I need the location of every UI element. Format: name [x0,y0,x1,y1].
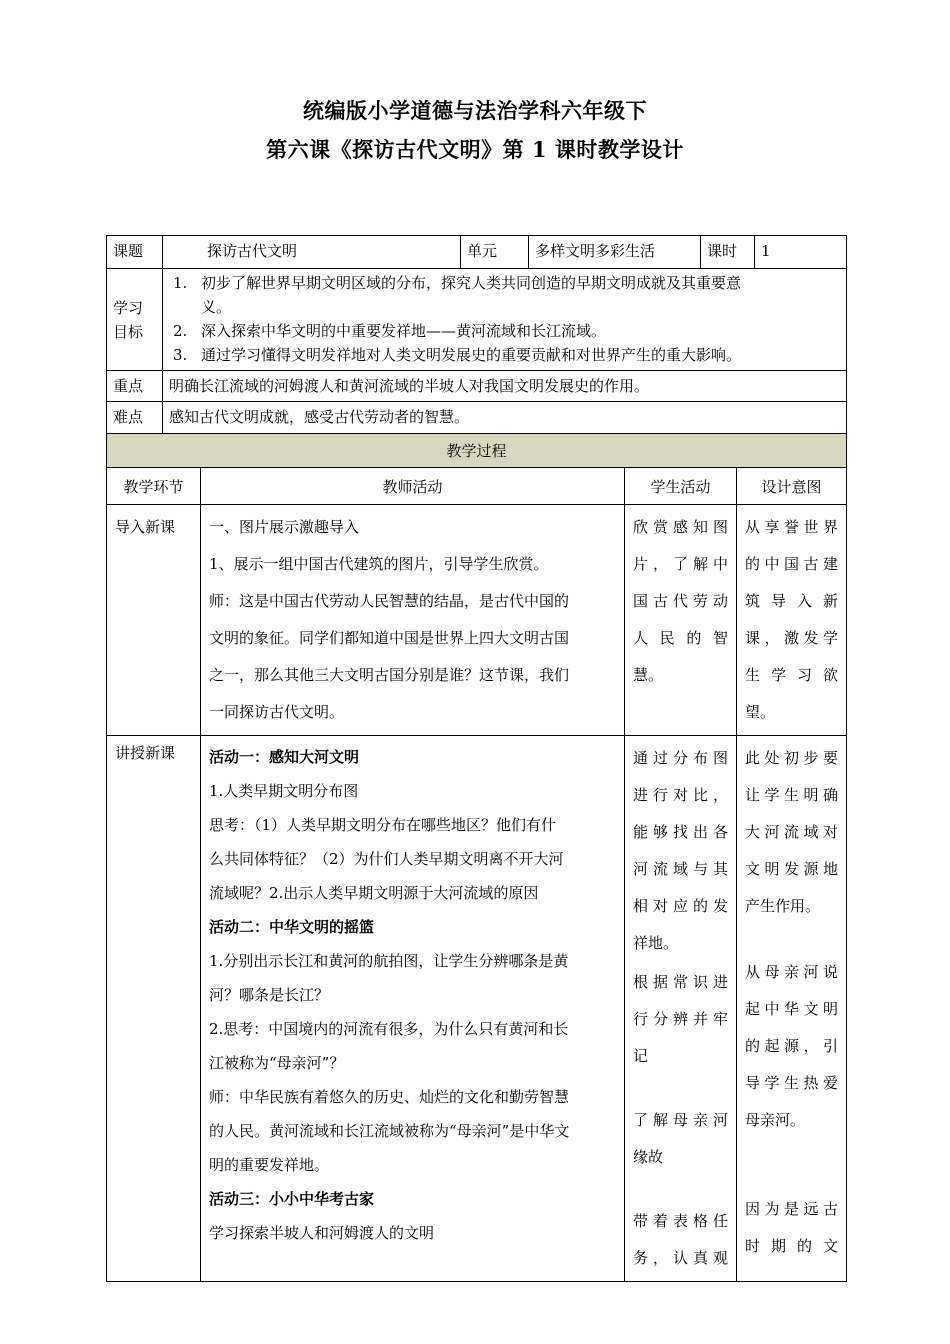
stage-intro: 导入新课 [107,505,201,736]
page-title-line1: 统编版小学道德与法治学科六年级下 [303,98,647,123]
stage-new-lesson: 讲授新课 [107,736,201,1282]
lesson-info-table [106,235,847,434]
difficult-point-label: 难点 [107,402,163,434]
goals-cell [163,269,847,371]
student-activity-intro: 欣赏感知图 片，了解中 国古代劳动 人民的智 慧。 [625,505,737,736]
topic-label: 课题 [107,236,163,269]
teaching-process-table [106,433,847,1282]
goal-item: 1. 初步了解世界早期文明区域的分布，探究人类共同创造的早期文明成就及其重要意 义。 [173,274,742,316]
design-intent-intro: 从享誉世界 的中国古建 筑导入新 课，激发学 生学习欲 望。 [737,505,847,736]
goal-item: 2. 深入探索中华文明的中重要发祥地——黄河流域和长江流域。 [173,322,607,340]
topic-value: 探访古代文明 [163,236,461,269]
unit-value: 多样文明多彩生活 [529,236,701,269]
difficult-point-value: 感知古代文明成就，感受古代劳动者的智慧。 [163,402,847,434]
header-stage: 教学环节 [107,468,201,505]
goals-list [169,271,840,367]
table-row [107,505,847,736]
teacher-activity-new: 活动一：感知大河文明 1.人类早期文明分布图 思考：（1）人类早期文明分布在哪些地区？他们有什 么共同体特征？（2）为什们人类早期文明离不开大河 流域呢？2.出示人类早期文明源于大河流域的原因 活动二：中华文明的摇篮 1.分别出示长江和黄河的航拍图，让学生分辨哪条是黄 河？哪条是长江？ 2.思考：中国境内的河流有很多，为什么只有黄河和长 江被称为“母亲河”？ 师：中华民族有着悠久的历史、灿烂的文化和勤劳智慧 的人民。黄河流域和长江流域被称为“母亲河”是中华文 明的重要发祥地。 活动三：小小中华考古家 学习探索半坡人和河姆渡人的文明 [201,736,625,1282]
goals-label: 学习 目标 [107,269,163,371]
unit-label: 单元 [461,236,529,269]
design-intent-new: 此处初步要 让学生明确 大河流域对 文明发源地 产生作用。 从母亲河说 起中华文明 的起源，引 导学生热爱 母亲河。 因为是远古 时期的文 [737,736,847,1282]
key-point-value: 明确长江流域的河姆渡人和黄河流域的半坡人对我国文明发展史的作用。 [163,371,847,402]
header-intent: 设计意图 [737,468,847,505]
section-title: 教学过程 [107,434,847,468]
page-title-line2: 第六课《探访古代文明》第 1 课时教学设计 [266,137,684,162]
table-row [107,736,847,1282]
key-point-label: 重点 [107,371,163,402]
student-activity-new: 通过分布图 进行对比， 能够找出各 河流域与其 相对应的发 祥地。 根据常识进 行分辨并牢 记 了解母亲河 缘故 带着表格任 务，认真观 [625,736,737,1282]
hours-label: 课时 [701,236,755,269]
header-teacher: 教师活动 [201,468,625,505]
hours-value: 1 [755,236,847,269]
teacher-activity-intro: 一、图片展示激趣导入 1、展示一组中国古代建筑的图片，引导学生欣赏。 师：这是中国古代劳动人民智慧的结晶，是古代中国的 文明的象征。同学们都知道中国是世界上四大文明古国 之一，那么其他三大文明古国分别是谁？这节课，我们 一同探访古代文明。 [201,505,625,736]
header-student: 学生活动 [625,468,737,505]
goal-item: 3. 通过学习懂得文明发祥地对人类文明发展史的重要贡献和对世界产生的重大影响。 [173,346,742,364]
